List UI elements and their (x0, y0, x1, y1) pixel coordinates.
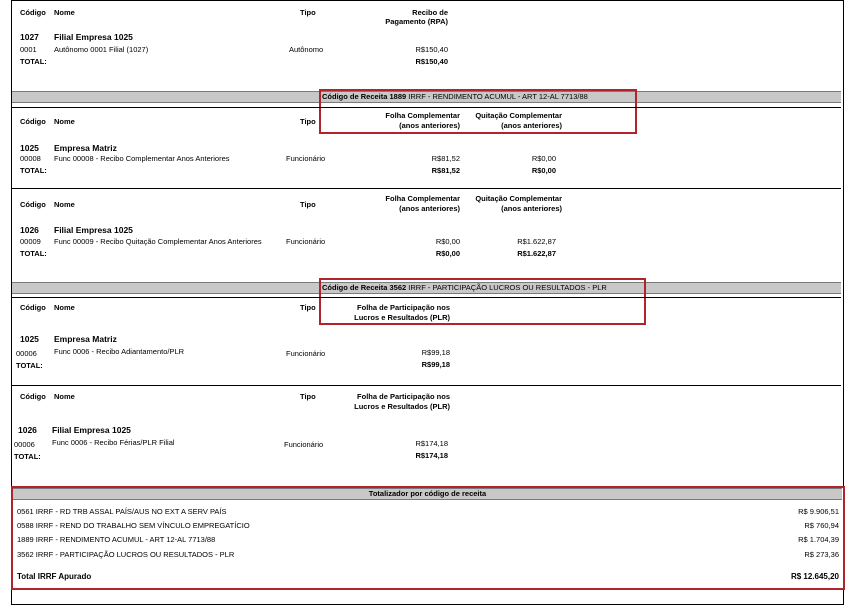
company-name: Filial Empresa 1025 (52, 425, 131, 435)
row-value-folha: R$0,00 (435, 237, 460, 246)
company-name: Empresa Matriz (54, 143, 117, 153)
row-tipo: Funcionário (286, 349, 326, 358)
total-value-plr: R$174,18 (415, 451, 448, 460)
header-quitacao-line2: (anos anteriores) (501, 121, 562, 130)
row-value-plr: R$174,18 (415, 439, 448, 448)
company-code: 1027 (20, 32, 39, 42)
divider (12, 297, 841, 298)
divider (12, 188, 841, 189)
company-code: 1025 (20, 334, 39, 344)
receita-code-1889: Código de Receita 1889 (322, 92, 407, 101)
totalizer-item-value: R$ 273,36 (804, 550, 839, 559)
row-name: Autônomo 0001 Filial (1027) (54, 45, 149, 54)
row-value-folha: R$81,52 (431, 154, 460, 163)
total-value: R$150,40 (415, 57, 448, 66)
header-rpa-line2: Pagamento (RPA) (385, 17, 448, 26)
company-code: 1026 (18, 425, 37, 435)
row-value-quitacao: R$0,00 (531, 154, 556, 163)
total-label: TOTAL: (20, 166, 47, 175)
header-plr-line1: Folha de Participação nos (357, 392, 450, 401)
row-name: Func 0006 - Recibo Férias/PLR Filial (52, 438, 175, 447)
receita-desc-1889: IRRF - RENDIMENTO ACUMUL - ART 12-AL 7713/88 (408, 92, 588, 101)
row-code: 00008 (20, 154, 41, 163)
row-value-quitacao: R$1.622,87 (517, 237, 556, 246)
header-tipo: Tipo (300, 200, 316, 209)
row-tipo: Funcionário (286, 154, 326, 163)
header-codigo: Código (20, 8, 46, 17)
row-code: 00006 (14, 440, 35, 449)
totalizer-item-label: 1889 IRRF - RENDIMENTO ACUMUL - ART 12-AL 7713/88 (17, 535, 216, 544)
header-folha-line1: Folha Complementar (385, 194, 460, 203)
total-label: TOTAL: (20, 249, 47, 258)
header-tipo: Tipo (300, 392, 316, 401)
row-tipo: Funcionário (286, 237, 326, 246)
row-code: 00009 (20, 237, 41, 246)
header-codigo: Código (20, 392, 46, 401)
receita-code-3562: Código de Receita 3562 (322, 283, 407, 292)
divider (12, 107, 841, 108)
row-value: R$150,40 (415, 45, 448, 54)
row-name: Func 00008 - Recibo Complementar Anos Anteriores (54, 154, 230, 163)
totalizer-item-label: 0588 IRRF - REND DO TRABALHO SEM VÍNCULO EMPREGATÍCIO (17, 521, 250, 530)
header-nome: Nome (54, 8, 75, 17)
receita-desc-3562: IRRF - PARTICIPAÇÃO LUCROS OU RESULTADOS - PLR (408, 283, 607, 292)
header-plr-line1: Folha de Participação nos (357, 303, 450, 312)
total-value-quitacao: R$1.622,87 (517, 249, 556, 258)
totalizer-title: Totalizador por código de receita (368, 489, 487, 498)
header-tipo: Tipo (300, 303, 316, 312)
header-nome: Nome (54, 392, 75, 401)
header-plr-line2: Lucros e Resultados (PLR) (354, 313, 450, 322)
totalizer-item-label: 3562 IRRF - PARTICIPAÇÃO LUCROS OU RESULTADOS - PLR (17, 550, 235, 559)
total-value-quitacao: R$0,00 (531, 166, 556, 175)
header-rpa-line1: Recibo de (412, 8, 448, 17)
row-value-plr: R$99,18 (421, 348, 450, 357)
divider (12, 385, 841, 386)
header-nome: Nome (54, 303, 75, 312)
frame-top-border (11, 0, 843, 1)
header-nome: Nome (54, 117, 75, 126)
header-plr-line2: Lucros e Resultados (PLR) (354, 402, 450, 411)
header-folha-line1: Folha Complementar (385, 111, 460, 120)
company-code: 1026 (20, 225, 39, 235)
totalizer-total-label: Total IRRF Apurado (17, 572, 92, 581)
total-label: TOTAL: (14, 452, 41, 461)
header-folha-line2: (anos anteriores) (399, 121, 460, 130)
header-folha-line2: (anos anteriores) (399, 204, 460, 213)
company-name: Empresa Matriz (54, 334, 117, 344)
header-codigo: Código (20, 117, 46, 126)
total-value-plr: R$99,18 (421, 360, 450, 369)
total-value-folha: R$81,52 (431, 166, 460, 175)
totalizer-item-label: 0561 IRRF - RD TRB ASSAL PAÍS/AUS NO EXT A SERV PAÍS (17, 507, 227, 516)
header-codigo: Código (20, 303, 46, 312)
row-name: Func 00009 - Recibo Quitação Complementar Anos Anteriores (54, 238, 262, 246)
company-code: 1025 (20, 143, 39, 153)
total-value-folha: R$0,00 (435, 249, 460, 258)
totalizer-item-value: R$ 9.906,51 (798, 507, 839, 516)
header-quitacao-line2: (anos anteriores) (501, 204, 562, 213)
row-code: 00006 (16, 349, 37, 358)
row-code: 0001 (20, 45, 37, 54)
total-label: TOTAL: (16, 361, 43, 370)
row-tipo: Autônomo (289, 45, 324, 54)
header-codigo: Código (20, 200, 46, 209)
header-nome: Nome (54, 200, 75, 209)
row-tipo: Funcionário (284, 440, 324, 449)
totalizer-item-value: R$ 1.704,39 (798, 535, 839, 544)
totalizer-total-value: R$ 12.645,20 (790, 572, 839, 581)
totalizer-item-value: R$ 760,94 (804, 521, 839, 530)
company-name: Filial Empresa 1025 (54, 225, 133, 235)
frame-bottom-border (11, 604, 843, 605)
company-name: Filial Empresa 1025 (54, 32, 133, 42)
header-quitacao-line1: Quitação Complementar (475, 194, 562, 203)
total-label: TOTAL: (20, 57, 47, 66)
row-name: Func 0006 - Recibo Adiantamento/PLR (54, 347, 185, 356)
header-tipo: Tipo (300, 117, 316, 126)
header-quitacao-line1: Quitação Complementar (475, 111, 562, 120)
header-tipo: Tipo (300, 8, 316, 17)
